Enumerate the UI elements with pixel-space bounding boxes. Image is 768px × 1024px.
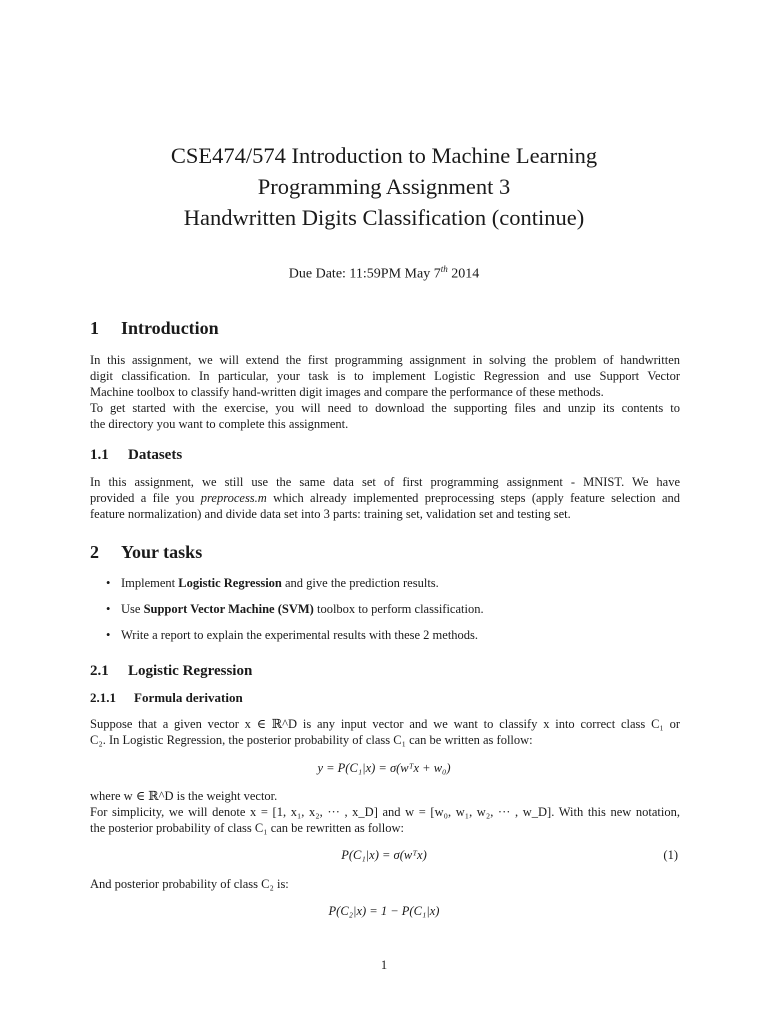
- due-date-superscript: th: [440, 264, 448, 274]
- section-number: 1.1: [90, 447, 109, 463]
- section-heading-formula-derivation: [90, 690, 243, 706]
- list-item-text: and give the prediction results.: [281, 576, 439, 590]
- section-number: 2.1.1: [90, 690, 116, 705]
- text-line: C₂. In Logistic Regression, the posterior probability of class C₁ can be written as follow:: [90, 733, 533, 747]
- text-line: To get started with the exercise, you will need to download the supporting files and unzip its contents to: [90, 401, 680, 415]
- section-number: 1: [90, 318, 99, 338]
- page-number: 1: [380, 958, 388, 972]
- text-line: [90, 490, 680, 506]
- section-number: 2: [90, 542, 99, 562]
- list-item: [106, 576, 484, 602]
- section-title: Datasets: [128, 447, 183, 463]
- list-item: [106, 602, 484, 628]
- text-line: Suppose that a given vector x ∈ ℝ^D is any input vector and we want to classify x into correct class C₁ or: [90, 717, 680, 731]
- text-line: where w ∈ ℝ^D is the weight vector.: [90, 789, 278, 803]
- equation-posterior: y = P(C₁|x) = σ(wᵀx + w₀): [317, 761, 451, 775]
- section-title: Introduction: [121, 318, 219, 338]
- datasets-paragraph: [90, 474, 680, 522]
- text-line: And posterior probability of class C₂ is:: [90, 877, 289, 891]
- formula-paragraph-1: [90, 716, 680, 748]
- section-heading-introduction: [90, 318, 219, 339]
- text-line: Machine toolbox to classify hand-written digit images and compare the performance of these methods.: [90, 385, 604, 399]
- due-date: [0, 264, 768, 283]
- filename: preprocess.m: [200, 491, 267, 505]
- text-line: For simplicity, we will denote x = [1, x₁, x₂, ··· , x_D] and w = [w₀, w₁, w₂, ··· , w_D]. With this new notation,: [90, 805, 680, 819]
- section-heading-tasks: [90, 542, 202, 563]
- section-number: 2.1: [90, 663, 109, 679]
- list-item-text: Use: [121, 602, 144, 616]
- text-line: In this assignment, we still use the same data set of first programming assignment - MNIST. We have: [90, 475, 680, 489]
- text-segment: provided a file you: [90, 491, 201, 505]
- title-assignment: Programming Assignment 3: [257, 174, 511, 199]
- text-line: digit classification. In particular, your task is to implement Logistic Regression and use Support Vector: [90, 369, 680, 383]
- equation-1: [0, 848, 768, 863]
- formula-paragraph-2: [90, 788, 680, 836]
- due-date-prefix: Due Date: 11:59PM May 7: [288, 266, 441, 282]
- equation-body: P(C₁|x) = σ(wᵀx): [341, 848, 427, 862]
- equation-number: (1): [663, 848, 678, 862]
- list-item-text: toolbox to perform classification.: [313, 602, 484, 616]
- list-item-text: Write a report to explain the experimental results with these 2 methods.: [121, 628, 479, 642]
- section-title: Formula derivation: [134, 690, 243, 705]
- introduction-paragraph: [90, 352, 680, 432]
- list-item-emphasis: Logistic Regression: [178, 576, 282, 590]
- title-course: CSE474/574 Introduction to Machine Learning: [170, 143, 598, 168]
- text-segment: which already implemented preprocessing steps (apply feature selection and: [266, 491, 680, 505]
- title-block: [0, 140, 768, 233]
- section-title: Logistic Regression: [128, 663, 253, 679]
- due-date-year: 2014: [447, 266, 480, 282]
- task-list: [106, 576, 484, 654]
- list-item: [106, 628, 484, 654]
- list-item-emphasis: Support Vector Machine (SVM): [143, 602, 314, 616]
- section-heading-datasets: [90, 447, 182, 464]
- text-line: In this assignment, we will extend the first programming assignment in solving the problem of handwritten: [90, 353, 680, 367]
- text-line: feature normalization) and divide data set into 3 parts: training set, validation set and testing set.: [90, 507, 571, 521]
- equation-posterior-c2: P(C₂|x) = 1 − P(C₁|x): [328, 904, 440, 918]
- text-line: the posterior probability of class C₁ can be rewritten as follow:: [90, 821, 404, 835]
- section-heading-logistic-regression: [90, 663, 252, 680]
- section-title: Your tasks: [121, 542, 203, 562]
- list-item-text: Implement: [121, 576, 179, 590]
- title-topic: Handwritten Digits Classification (continue): [183, 205, 585, 230]
- text-line: the directory you want to complete this assignment.: [90, 417, 349, 431]
- formula-paragraph-3: [90, 876, 680, 892]
